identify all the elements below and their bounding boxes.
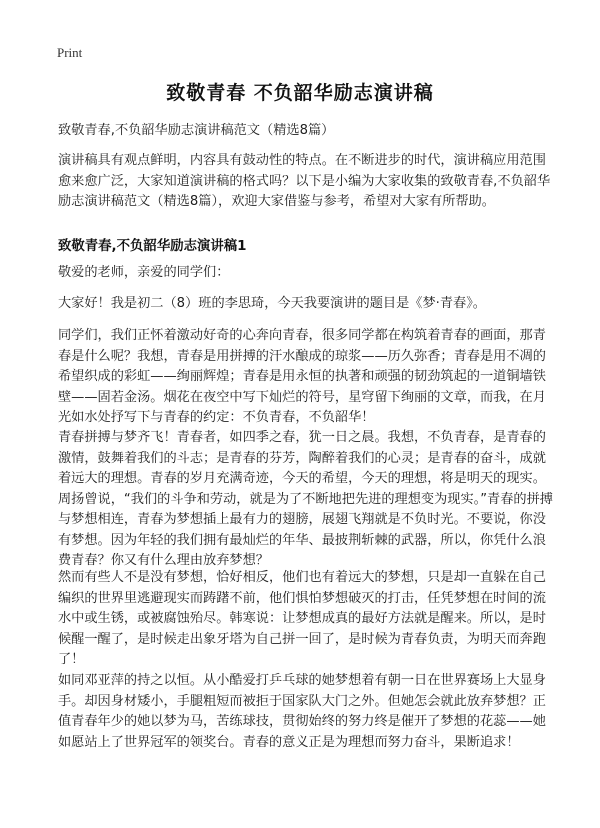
paragraph-opening: 大家好！我是初二（8）班的李思琦，今天我要演讲的题目是《梦·青春》。	[58, 296, 486, 311]
paragraph-3: 然而有些人不是没有梦想，恰好相反，他们也有着远大的梦想，只是却一直躲在自己编织的世界里逃避现实而踌躇不前，他们惧怕梦想破灭的打击，任凭梦想在时间的流水中或生锈，或被腐蚀殆尽。韩寒说：让梦想成真的最好方法就是醒来。所以，是时候醒一醒了，是时候走出象牙塔为自己拼一回了，是时候为青春负责，为明天而奔跑了！	[58, 570, 546, 667]
paragraph-2: 青春拼搏与梦齐飞！青春者，如四季之春，犹一日之晨。我想，不负青春，是青春的激情，鼓舞着我们的斗志；是青春的芬芳，陶醉着我们的心灵；是青春的奋斗，成就着远大的理想。青春的岁月充满奇迹，今天的希望，今天的理想，将是明天的现实。周扬曾说，“我们的斗争和劳动，就是为了不断地把先进的理想变为现实。”青春的拼搏与梦想相连，青春为梦想插上最有力的翅膀，展翅飞翔就是不负时光。不要说，你没有梦想。因为年轻的我们拥有最灿烂的年华、最披荆斩棘的武器，所以，你凭什么浪费青春？你又有什么理由放弃梦想？	[58, 430, 553, 568]
paragraph-greeting: 敬爱的老师，亲爱的同学们：	[58, 265, 230, 280]
print-label: Print	[57, 45, 83, 60]
intro-paragraph: 演讲稿具有观点鲜明，内容具有鼓动性的特点。在不断进步的时代，演讲稿应用范围愈来愈广泛，大家知道演讲稿的格式吗？以下是小编为大家收集的致敬青春,不负韶华励志演讲稿范文（精选8篇），欢迎大家借鉴与参考，希望对大家有所帮助。	[58, 153, 551, 209]
paragraph-4: 如同邓亚萍的持之以恒。从小酷爱打乒乓球的她梦想着有朝一日在世界赛场上大显身手。却因身材矮小，手腿粗短而被拒于国家队大门之外。但她怎会就此放弃梦想？正值青春年少的她以梦为马，苦练球技，贯彻始终的努力终是催开了梦想的花蕊——她如愿站上了世界冠军的领奖台。青春的意义正是为理想而努力奋斗，果断追求！	[58, 673, 546, 750]
paragraph-1: 同学们，我们正怀着激动好奇的心奔向青春，很多同学都在构筑着青春的画面，那青春是什么呢？我想，青春是用拼搏的汗水酿成的琼浆——历久弥香；青春是用不凋的希望织成的彩虹——绚丽辉煌；青春是用永恒的执著和顽强的韧劲筑起的一道铜墙铁壁——固若金汤。烟花在夜空中写下灿烂的符号，星穹留下绚丽的文章，而我，在月光如水处抒写下与青春的约定：不负青春，不负韶华！	[58, 328, 546, 425]
page-title: 致敬青春 不负韶华励志演讲稿	[166, 82, 434, 104]
doc-subtitle: 致敬青春,不负韶华励志演讲稿范文（精选8篇）	[58, 123, 335, 138]
section-heading: 致敬青春,不负韶华励志演讲稿1	[58, 239, 247, 254]
